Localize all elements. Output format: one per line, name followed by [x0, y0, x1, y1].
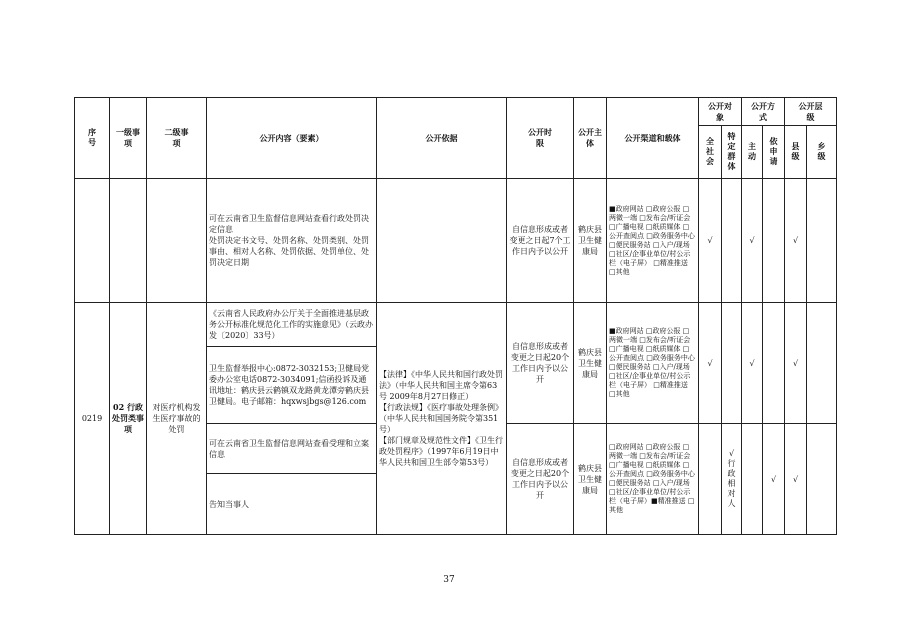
seq-cell: 0219	[75, 303, 110, 535]
method-request-mark	[763, 179, 785, 303]
header-subject: 公开主体	[574, 98, 607, 179]
method-active-mark: √	[742, 303, 763, 424]
header-level-town: 乡级	[807, 126, 837, 179]
channel-cell: ■政府网站 □政府公报 □两微一端 □发布会/听证会 □广播电视 □纸质媒体 □公开查阅点 □政务服务中心 □便民服务站 □入户/现场 □社区/企事业单位/村公示栏（电子屏） □精准推送 □其他	[607, 303, 699, 424]
target-all-mark: √	[699, 303, 722, 424]
basis-cell: 【法律】《中华人民共和国行政处罚法》（中华人民共和国主席令第63号 2009年8月27日修正） 【行政法规】《医疗事故处理条例》（中华人民共和国国务院令第351号） 【部门规章及规范性文件】《卫生行政处罚程序》（1997年6月19日中华人民共和国卫生部令第53号）	[377, 303, 507, 535]
header-method-request: 依申请	[763, 126, 785, 179]
time-limit-cell: 自信息形成或者变更之日起7个工作日内予以公开	[507, 179, 574, 303]
header-target-specific: 特定群体	[722, 126, 742, 179]
content-cell: 告知当事人	[207, 474, 377, 535]
header-content: 公开内容（要素）	[207, 98, 377, 179]
header-level: 公开层级	[785, 98, 837, 126]
content-cell: 可在云南省卫生监督信息网站查看行政处罚决定信息 处罚决定书文号、处罚名称、处罚类别、处罚事由、相对人名称、处罚依据、处罚单位、处罚决定日期	[207, 179, 377, 303]
target-specific-mark	[722, 179, 742, 303]
method-active-mark: √	[742, 179, 763, 303]
header-time-limit: 公开时限	[507, 98, 574, 179]
subject-cell: 鹤庆县卫生健康局	[574, 303, 607, 424]
level-county-mark: √	[785, 424, 807, 535]
disclosure-table	[74, 97, 837, 535]
page-number: 37	[443, 575, 455, 585]
level-county-mark: √	[785, 179, 807, 303]
channel-cell: ■政府网站 □政府公报 □两微一端 □发布会/听证会 □广播电视 □纸质媒体 □公开查阅点 □政务服务中心 □便民服务站 □入户/现场 □社区/企事业单位/村公示栏（电子屏） □精准推送 □其他	[607, 179, 699, 303]
content-cell: 《云南省人民政府办公厅关于全面推进基层政务公开标准化规范化工作的实施意见》（云政办发〔2020〕33号）	[207, 303, 377, 347]
header-seq: 序号	[75, 98, 110, 179]
table-row	[75, 303, 837, 347]
method-request-mark: √	[763, 424, 785, 535]
header-method: 公开方式	[742, 98, 785, 126]
level1-cell: 02 行政处罚类事项	[110, 303, 147, 535]
subject-cell: 鹤庆县卫生健康局	[574, 179, 607, 303]
header-target: 公开对象	[699, 98, 742, 126]
header-level2: 二级事项	[147, 98, 207, 179]
header-basis: 公开依据	[377, 98, 507, 179]
content-cell: 可在云南省卫生监督信息网站查看受理和立案信息	[207, 424, 377, 474]
level-county-mark: √	[785, 303, 807, 424]
header-level1: 一级事项	[110, 98, 147, 179]
header-method-active: 主动	[742, 126, 763, 179]
target-all-mark: √	[699, 179, 722, 303]
subject-cell: 鹤庆县卫生健康局	[574, 424, 607, 535]
header-target-all: 全社会	[699, 126, 722, 179]
level-town-mark	[807, 179, 837, 303]
channel-cell: □政府网站 □政府公报 □两微一端 □发布会/听证会 □广播电视 □纸质媒体 □公开查阅点 □政务服务中心 □便民服务站 □入户/现场 □社区/企事业单位/村公示栏（电子屏）■精准推送 □其他	[607, 424, 699, 535]
table-row	[75, 179, 837, 303]
time-limit-cell: 自信息形成或者变更之日起20个工作日内予以公开	[507, 303, 574, 424]
content-cell: 卫生监督举报中心:0872-3032153;卫健局党委办公室电话0872-3034091;信函投诉及通讯地址：鹤庆县云鹤镇双龙路黄龙潭旁鹤庆县卫健局。电子邮箱：hqxwsjbgs@126.com	[207, 347, 377, 424]
time-limit-cell: 自信息形成或者变更之日起20个工作日内予以公开	[507, 424, 574, 535]
header-channel: 公开渠道和载体	[607, 98, 699, 179]
header-level-county: 县级	[785, 126, 807, 179]
target-specific-mark: √行政相对人	[722, 424, 742, 535]
level2-cell: 对医疗机构发生医疗事故的处罚	[147, 303, 207, 535]
